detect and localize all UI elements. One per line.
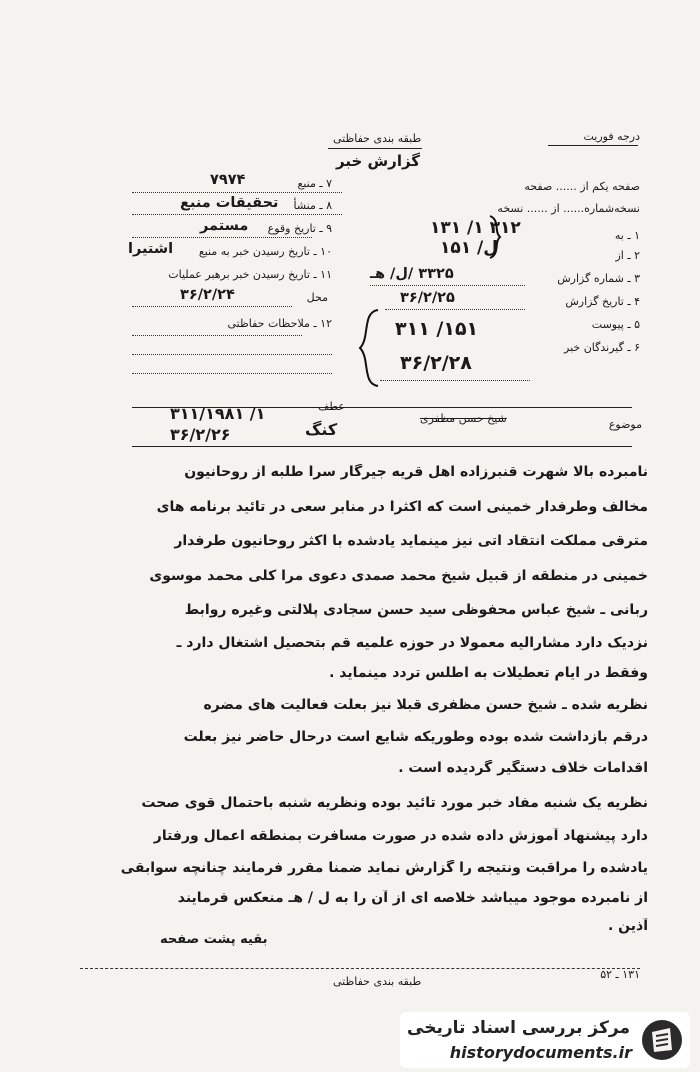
field-place-value: ۳۶/۲/۲۴ xyxy=(180,287,235,303)
body-line: مخالف وطرفدار خمینی است که اکثرا در منابر سعی در تائید برنامه های xyxy=(156,499,648,515)
field-received-leader-label: ۱۱ ـ تاریخ رسیدن خبر برهبر عملیات xyxy=(168,268,332,281)
notes-line-2 xyxy=(132,354,332,355)
form-code: ۱۳۱ ـ ۵۲ xyxy=(600,968,640,981)
field-received-source-label: ۱۰ ـ تاریخ رسیدن خبر به منبع xyxy=(198,245,332,258)
body-line: نظریه یک شنبه مفاد خبر مورد تائید بوده ونظریه شنبه باحتمال قوی صحت xyxy=(141,795,648,811)
body-line: از نامبرده موجود میباشد خلاصه ای از آن را به ل / هـ منعکس فرمایند xyxy=(177,890,648,906)
field-origin-line xyxy=(132,214,342,215)
body-line: ربانی ـ شیخ عباس محفوظی سید حسن سجادی پلالتی وغیره روابط xyxy=(184,602,648,618)
body-line: اقدامات خلاف دستگیر گردیده است . xyxy=(398,760,648,776)
field-from-value: ل/ ۱۵۱ xyxy=(440,238,499,258)
notes-line-1 xyxy=(132,335,302,336)
field-copy: نسخه‌شماره...... از ...... نسخه xyxy=(497,202,640,215)
classification-bottom: طبقه بندی حفاظتی xyxy=(333,975,422,988)
field-source-label: ۷ ـ منبع xyxy=(297,177,332,190)
subject-bottom-rule xyxy=(132,446,632,447)
report-number-line xyxy=(370,285,525,286)
urgency-line xyxy=(548,145,638,146)
watermark-badge xyxy=(400,1012,690,1068)
field-source-line xyxy=(132,192,342,193)
field-security-notes-label: ۱۲ ـ ملاحظات حفاظتی xyxy=(227,317,332,330)
urgency-label: درجه فوریت xyxy=(583,130,640,143)
body-line: نزدیک دارد مشارالیه معمولا در حوزه علمیه قم بتحصیل اشتغال دارد ـ xyxy=(176,635,648,651)
watermark-url: historydocuments.ir xyxy=(449,1043,632,1062)
body-line: یادشده را مراقبت ونتیجه را گزارش نماید ضمنا مقرر فرمایند چنانچه سوابقی xyxy=(120,860,648,876)
archive-logo-icon xyxy=(640,1018,684,1062)
body-line: وفقط در ایام تعطیلات به اطلس تردد مینماید . xyxy=(329,665,648,681)
field-to-value: ۳۱۲ ۱/ ۱۳۱ xyxy=(430,218,521,238)
field-attachment-label: ۵ ـ پیوست xyxy=(591,318,640,331)
field-origin-value: تحقیقات منبع xyxy=(180,195,279,211)
report-date-line xyxy=(385,309,525,310)
body-line: نامبرده بالا شهرت قنبرزاده اهل قریه جیرگار سرا طلبه از روحانیون xyxy=(184,464,648,480)
body-line: درقم بازداشت شده بوده وطوریکه شایع است درحال حاضر نیز بعلت xyxy=(183,729,648,745)
field-report-number-label: ۳ ـ شماره گزارش xyxy=(557,272,640,285)
reference-code: کنگ xyxy=(305,420,338,439)
field-occurrence-value: مستمر xyxy=(200,218,249,234)
field-occurrence-label: ۹ ـ تاریخ وقوع xyxy=(267,222,332,235)
subject-value: شیخ حسن مظفری xyxy=(420,412,507,425)
body-line: دارد پیشنهاد آموزش داده شده در صورت مسافرت بمنطقه اعمال ورفتار xyxy=(153,828,648,844)
header-underline xyxy=(328,148,422,149)
field-origin-label: ۸ ـ منشأ xyxy=(293,199,332,212)
body-line: مترقی مملکت انتقاد اتی نیز مینماید یادشده با اکثر روحانیون طرفدار xyxy=(174,533,648,549)
field-to-label: ۱ ـ به xyxy=(614,229,640,242)
to-from-brace-mark xyxy=(486,214,504,260)
field-source-value: ۷۹۷۴ xyxy=(210,172,246,188)
field-from-label: ۲ ـ از xyxy=(615,249,640,262)
field-place-label: محل xyxy=(306,291,328,304)
footer-rule xyxy=(80,968,640,969)
notes-line-3 xyxy=(132,373,332,374)
form-title: گزارش خبر xyxy=(336,152,421,170)
body-line: نظریه شده ـ شیخ حسن مظفری قبلا نیز بعلت فعالیت های مضره xyxy=(203,697,648,713)
field-place-line xyxy=(132,306,292,307)
body-line: خمینی در منطقه از قبیل شیخ محمد صمدی دعوی مرا کلی محمد موسوی xyxy=(149,568,648,584)
field-page: صفحه یکم از ...... صفحه xyxy=(524,180,640,193)
field-recipients-value: ۱۵۱/ ۳۱۱ xyxy=(395,318,479,340)
field-received-source-value: اشتیرا xyxy=(128,241,174,257)
continuation-note: بقیه پشت صفحه xyxy=(160,932,268,947)
field-report-date-label: ۴ ـ تاریخ گزارش xyxy=(565,295,640,308)
reference-date: ۳۶/۲/۲۶ xyxy=(170,425,231,444)
classification-top: طبقه بندی حفاظتی xyxy=(333,132,422,145)
field-recipients-date: ۳۶/۲/۲۸ xyxy=(400,352,472,374)
field-report-date-value: ۳۶/۲/۲۵ xyxy=(400,290,455,306)
brace-mark xyxy=(356,308,382,388)
recipients-line xyxy=(380,380,530,381)
reference-value: ۱/ ۳۱۱/۱۹۸۱ xyxy=(170,404,266,423)
reference-label: عطف xyxy=(318,400,345,413)
field-report-number-value: ۳۳۲۵ /ل/ هـ xyxy=(370,266,454,282)
watermark-title: مرکز بررسی اسناد تاریخی xyxy=(407,1018,630,1038)
field-recipients-label: ۶ ـ گیرندگان خبر xyxy=(564,341,640,354)
subject-label: موضوع xyxy=(608,418,642,431)
field-occurrence-line xyxy=(132,237,312,238)
body-line: آذین . xyxy=(607,918,648,934)
